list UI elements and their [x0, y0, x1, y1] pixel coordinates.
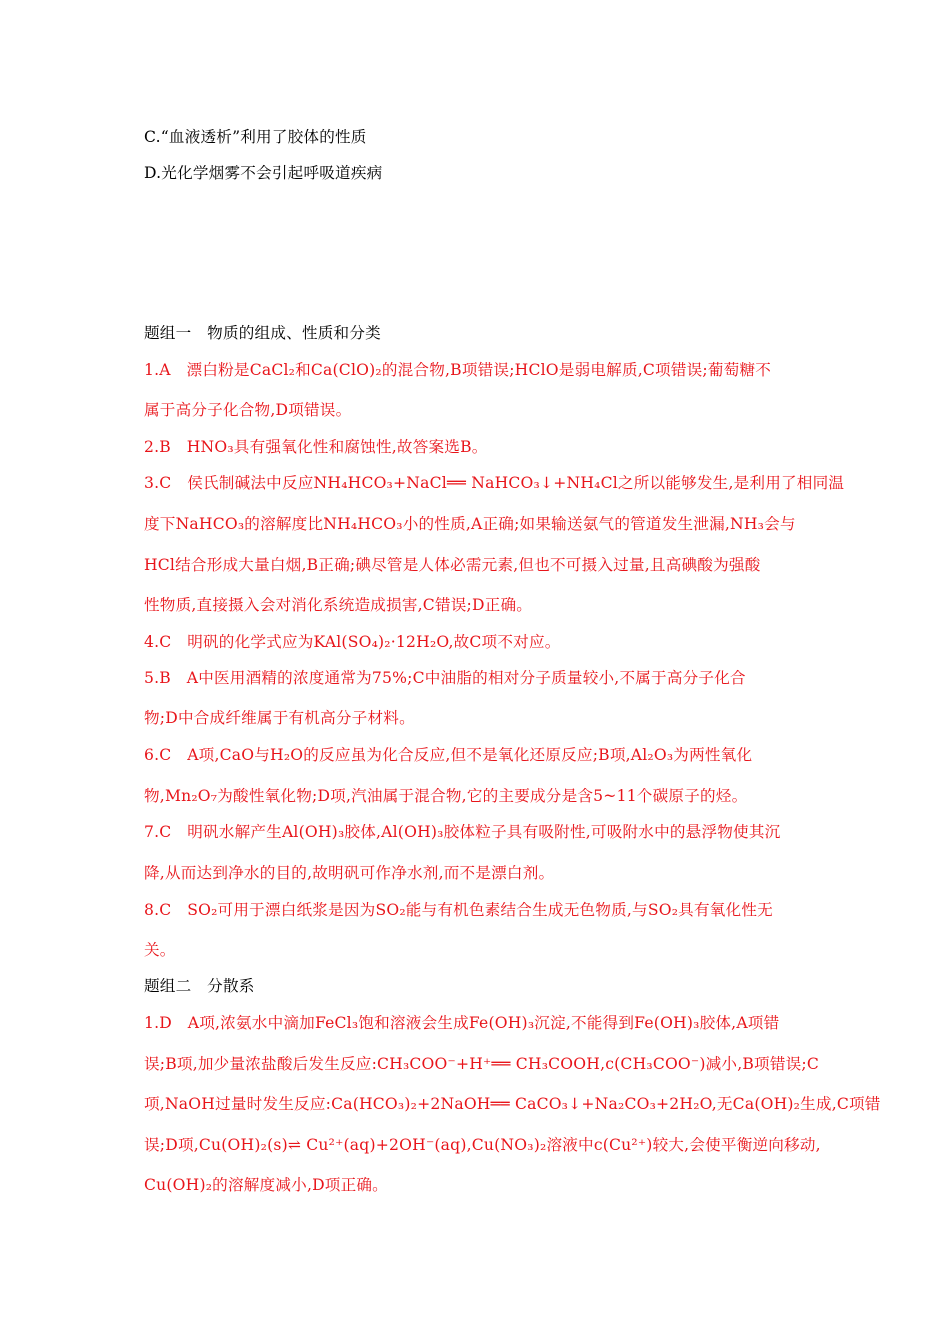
- group1-title: 题组一 物质的组成、性质和分类: [144, 324, 381, 342]
- answer-line: 3.C 侯氏制碱法中反应NH₄HCO₃+NaCl══ NaHCO₃↓+NH₄Cl之所以能够发生,是利用了相同温: [144, 474, 845, 492]
- answer-line: 7.C 明矾水解产生Al(OH)₃胶体,Al(OH)₃胶体粒子具有吸附性,可吸附水中的悬浮物使其沉: [144, 823, 781, 841]
- answer-line: 物,Mn₂O₇为酸性氧化物;D项,汽油属于混合物,它的主要成分是含5~11个碳原子的烃。: [144, 787, 748, 805]
- answer-line: 性物质,直接摄入会对消化系统造成损害,C错误;D正确。: [144, 596, 533, 614]
- answer-line: 4.C 明矾的化学式应为KAl(SO₄)₂·12H₂O,故C项不对应。: [144, 633, 561, 651]
- answer-line: 关。: [144, 941, 176, 959]
- option-c: C.“血液透析”利用了胶体的性质: [144, 128, 367, 146]
- answer-line: 6.C A项,CaO与H₂O的反应虽为化合反应,但不是氧化还原反应;B项,Al₂O₃为两性氧化: [144, 746, 753, 764]
- answer-line: 1.D A项,浓氨水中滴加FeCl₃饱和溶液会生成Fe(OH)₃沉淀,不能得到Fe(OH)₃胶体,A项错: [144, 1014, 780, 1032]
- answer-line: HCl结合形成大量白烟,B正确;碘尽管是人体必需元素,但也不可摄入过量,且高碘酸为强酸: [144, 556, 761, 574]
- answer-line: 2.B HNO₃具有强氧化性和腐蚀性,故答案选B。: [144, 438, 488, 456]
- option-d: D.光化学烟雾不会引起呼吸道疾病: [144, 164, 383, 182]
- group2-title: 题组二 分散系: [144, 977, 255, 995]
- answer-line: 度下NaHCO₃的溶解度比NH₄HCO₃小的性质,A正确;如果输送氨气的管道发生泄漏,NH₃会与: [144, 515, 796, 533]
- answer-line: Cu(OH)₂的溶解度减小,D项正确。: [144, 1176, 388, 1194]
- answer-line: 降,从而达到净水的目的,故明矾可作净水剂,而不是漂白剂。: [144, 864, 555, 882]
- answer-line: 1.A 漂白粉是CaCl₂和Ca(ClO)₂的混合物,B项错误;HClO是弱电解质,C项错误;葡萄糖不: [144, 361, 772, 379]
- answer-line: 属于高分子化合物,D项错误。: [144, 401, 352, 419]
- answer-line: 误;B项,加少量浓盐酸后发生反应:CH₃COO⁻+H⁺══ CH₃COOH,c(CH₃COO⁻)减小,B项错误;C: [144, 1055, 820, 1073]
- answer-line: 误;D项,Cu(OH)₂(s)⇌ Cu²⁺(aq)+2OH⁻(aq),Cu(NO₃)₂溶液中c(Cu²⁺)较大,会使平衡逆向移动,: [144, 1136, 821, 1154]
- answer-line: 5.B A中医用酒精的浓度通常为75%;C中油脂的相对分子质量较小,不属于高分子化合: [144, 669, 746, 687]
- answer-line: 8.C SO₂可用于漂白纸浆是因为SO₂能与有机色素结合生成无色物质,与SO₂具有氧化性无: [144, 901, 773, 919]
- answer-line: 项,NaOH过量时发生反应:Ca(HCO₃)₂+2NaOH══ CaCO₃↓+Na₂CO₃+2H₂O,无Ca(OH)₂生成,C项错: [144, 1095, 881, 1113]
- answer-line: 物;D中合成纤维属于有机高分子材料。: [144, 709, 415, 727]
